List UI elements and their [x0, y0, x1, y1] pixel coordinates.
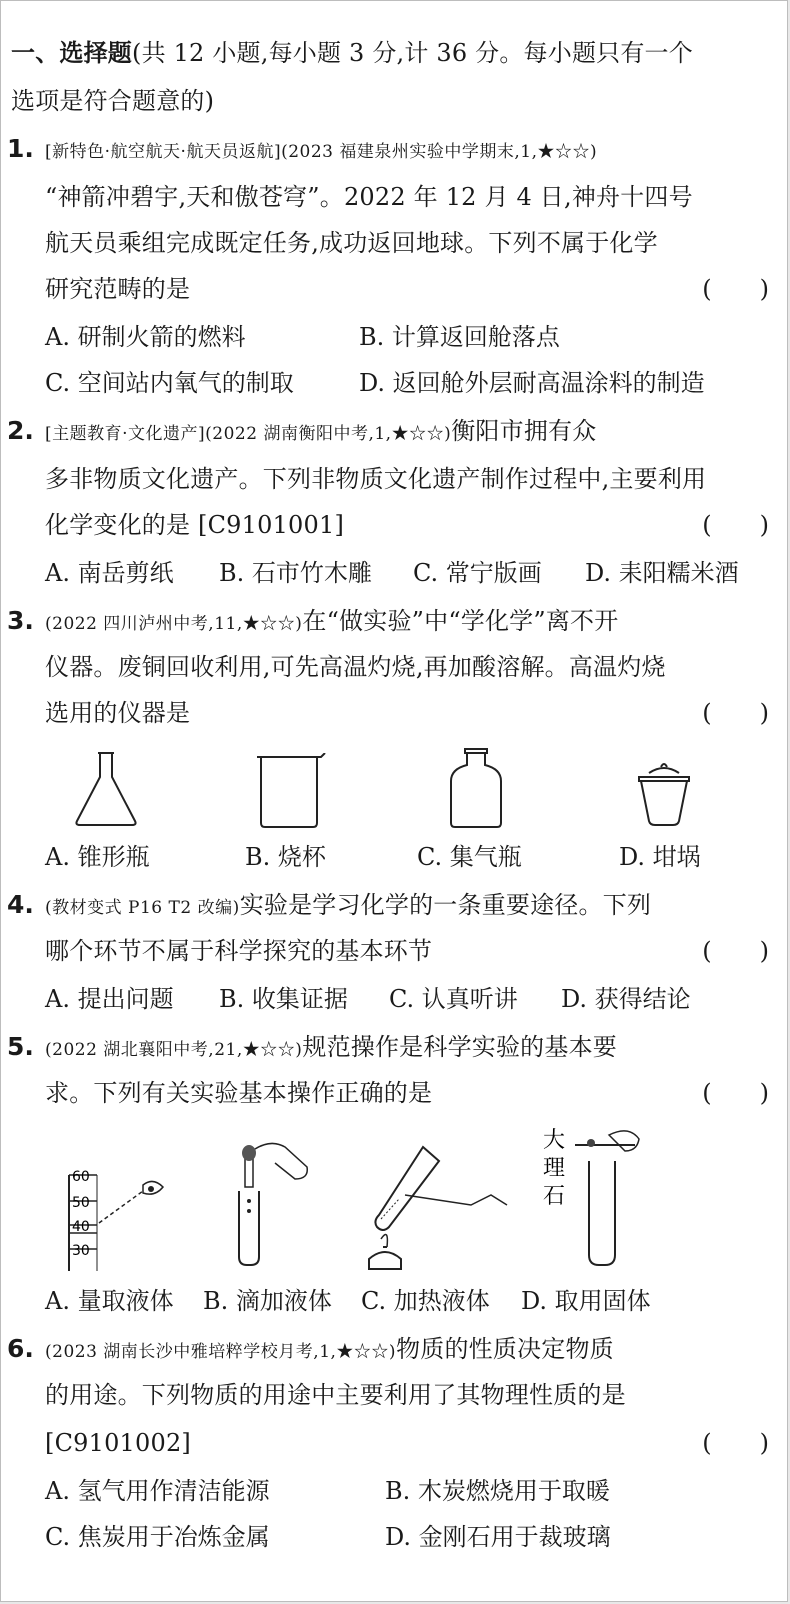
svg-text:大: 大: [543, 1128, 566, 1153]
question-number: 2.: [7, 416, 34, 445]
option-c[interactable]: C. 常宁版画: [413, 559, 542, 587]
question-text-line: [C9101002]: [45, 1429, 191, 1457]
svg-text:30: 30: [72, 1243, 90, 1259]
option-d[interactable]: D. 取用固体: [521, 1287, 651, 1315]
question-text-line: 多非物质文化遗产。下列非物质文化遗产制作过程中,主要利用: [45, 465, 707, 493]
option-c[interactable]: C. 空间站内氧气的制取: [45, 369, 294, 397]
option-a[interactable]: A. 提出问题: [45, 985, 174, 1013]
question-tag: (2022 四川泸州中考,11,★☆☆)在“做实验”中“学化学”离不开: [45, 607, 619, 635]
svg-text:石: 石: [543, 1184, 566, 1209]
question-number: 6.: [7, 1334, 34, 1363]
question-text-line: “神箭冲碧宇,天和傲苍穹”。2022 年 12 月 4 日,神舟十四号: [45, 183, 693, 211]
question-text-line: 航天员乘组完成既定任务,成功返回地球。下列不属于化学: [45, 229, 658, 257]
answer-blank[interactable]: ( ): [702, 511, 769, 539]
svg-text:理: 理: [543, 1156, 566, 1181]
question-text-line: 的用途。下列物质的用途中主要利用了其物理性质的是: [45, 1381, 626, 1409]
question-tag: [主题教育·文化遗产](2022 湖南衡阳中考,1,★☆☆)衡阳市拥有众: [45, 417, 597, 445]
question-tag: (2023 湖南长沙中雅培粹学校月考,1,★☆☆)物质的性质决定物质: [45, 1335, 614, 1363]
option-d[interactable]: D. 金刚石用于裁玻璃: [385, 1523, 611, 1551]
answer-blank[interactable]: ( ): [702, 275, 769, 303]
beaker-icon: [251, 753, 331, 829]
marble-test-tube-figure: [539, 1125, 659, 1271]
option-c[interactable]: C. 加热液体: [361, 1287, 490, 1315]
heating-liquid-figure: [361, 1135, 521, 1275]
option-d[interactable]: D. 返回舱外层耐高温涂料的制造: [359, 369, 705, 397]
question-number: 1.: [7, 134, 34, 163]
answer-blank[interactable]: ( ): [702, 1429, 769, 1457]
answer-blank[interactable]: ( ): [702, 699, 769, 727]
question-tag: [新特色·航空航天·航天员返航](2023 福建泉州实验中学期末,1,★☆☆): [45, 142, 598, 162]
section-header: [11, 31, 769, 75]
option-d[interactable]: D. 坩埚: [619, 843, 701, 871]
question-number: 3.: [7, 606, 34, 635]
option-c[interactable]: C. 集气瓶: [417, 843, 522, 871]
option-c[interactable]: C. 焦炭用于冶炼金属: [45, 1523, 270, 1551]
section-title: 一、选择题: [11, 38, 132, 67]
question-text-line: 求。下列有关实验基本操作正确的是: [45, 1079, 433, 1107]
option-b[interactable]: B. 收集证据: [219, 985, 348, 1013]
svg-text:40: 40: [72, 1219, 90, 1235]
section-desc-line1: (共 12 小题,每小题 3 分,计 36 分。每小题只有一个: [132, 39, 693, 67]
answer-blank[interactable]: ( ): [702, 1079, 769, 1107]
question-tag: (教材变式 P16 T2 改编)实验是学习化学的一条重要途径。下列: [45, 891, 652, 919]
option-a[interactable]: A. 南岳剪纸: [45, 559, 174, 587]
svg-text:60: 60: [72, 1169, 90, 1185]
question-number: 4.: [7, 890, 34, 919]
option-c[interactable]: C. 认真听讲: [389, 985, 518, 1013]
option-a[interactable]: A. 量取液体: [45, 1287, 174, 1315]
option-a[interactable]: A. 研制火箭的燃料: [45, 323, 246, 351]
erlenmeyer-flask-icon: [61, 749, 151, 829]
option-b[interactable]: B. 石市竹木雕: [219, 559, 372, 587]
dropper-test-tube-figure: [225, 1139, 335, 1269]
answer-blank[interactable]: ( ): [702, 937, 769, 965]
section-desc-line2: 选项是符合题意的): [11, 87, 215, 115]
option-d[interactable]: D. 耒阳糯米酒: [585, 559, 739, 587]
option-a[interactable]: A. 氢气用作清洁能源: [45, 1477, 270, 1505]
option-a[interactable]: A. 锥形瓶: [45, 843, 150, 871]
question-text-line: 研究范畴的是: [45, 275, 191, 303]
svg-text:50: 50: [72, 1195, 90, 1211]
question-tag: (2022 湖北襄阳中考,21,★☆☆)规范操作是科学实验的基本要: [45, 1033, 617, 1061]
option-b[interactable]: B. 木炭燃烧用于取暖: [385, 1477, 610, 1505]
question-text-line: 选用的仪器是: [45, 699, 191, 727]
question-text-line: 化学变化的是 [C9101001]: [45, 511, 345, 539]
graduated-cylinder-reading-figure: [59, 1165, 189, 1275]
crucible-icon: [629, 761, 699, 829]
gas-bottle-icon: [441, 747, 511, 829]
question-number: 5.: [7, 1032, 34, 1061]
question-text-line: 哪个环节不属于科学探究的基本环节: [45, 937, 433, 965]
option-b[interactable]: B. 烧杯: [245, 843, 326, 871]
question-text-line: 仪器。废铜回收利用,可先高温灼烧,再加酸溶解。高温灼烧: [45, 653, 666, 681]
option-b[interactable]: B. 计算返回舱落点: [359, 323, 560, 351]
option-b[interactable]: B. 滴加液体: [203, 1287, 332, 1315]
option-d[interactable]: D. 获得结论: [561, 985, 691, 1013]
